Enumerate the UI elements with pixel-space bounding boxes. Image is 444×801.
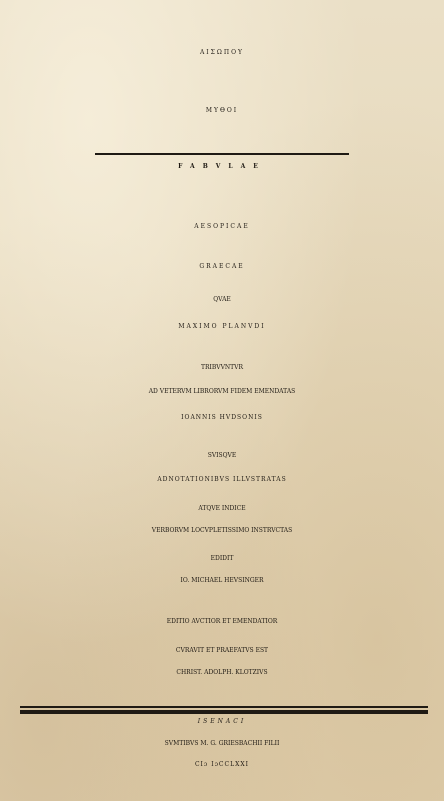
curavit-text: CVRAVIT ET PRAEFATVS EST [175,647,269,654]
title-rule [95,153,349,155]
imprint-year: CIɔ IɔCCLXXI [194,761,250,768]
klotzius-name: CHRIST. ADOLPH. KLOTZIVS [176,669,268,676]
maximo-planudi: MAXIMO PLANVDI [178,323,266,330]
imprint-publisher: SVMTIBVS M. G. GRIESBACHII FILII [164,740,280,747]
editor-name: IO. MICHAEL HEVSINGER [180,577,264,584]
quae-text: QVAE [213,296,231,303]
ad-veterum-text: AD VETERVM LIBRORVM FIDEM EMENDATAS [148,388,296,395]
adnotationibus-text: ADNOTATIONIBVS ILLVSTRATAS [157,476,287,483]
fabulae-heading: FABVLAE [178,163,266,170]
tribuuntur-text: TRIBVVNTVR [200,364,244,371]
edidit-text: EDIDIT [210,555,234,562]
graecae-heading: GRAECAE [199,263,245,270]
imprint-rule-upper [20,706,428,708]
aesopicae-heading: AESOPICAE [194,223,250,230]
verborum-text: VERBORVM LOCVPLETISSIMO INSTRVCTAS [151,527,293,534]
imprint-rule-lower [20,710,428,714]
atque-indice-text: ATQVE INDICE [198,505,246,512]
greek-subtitle: ΜΥΘΟΙ [205,107,239,114]
greek-title: ΑΙΣΩΠΟΥ [199,49,245,56]
suisque-text: SVISQVE [207,452,237,459]
imprint-place: ISENACI [197,718,247,725]
ioannis-hudsonis: IOANNIS HVDSONIS [181,414,263,421]
editio-text: EDITIO AVCTIOR ET EMENDATIOR [166,618,278,625]
